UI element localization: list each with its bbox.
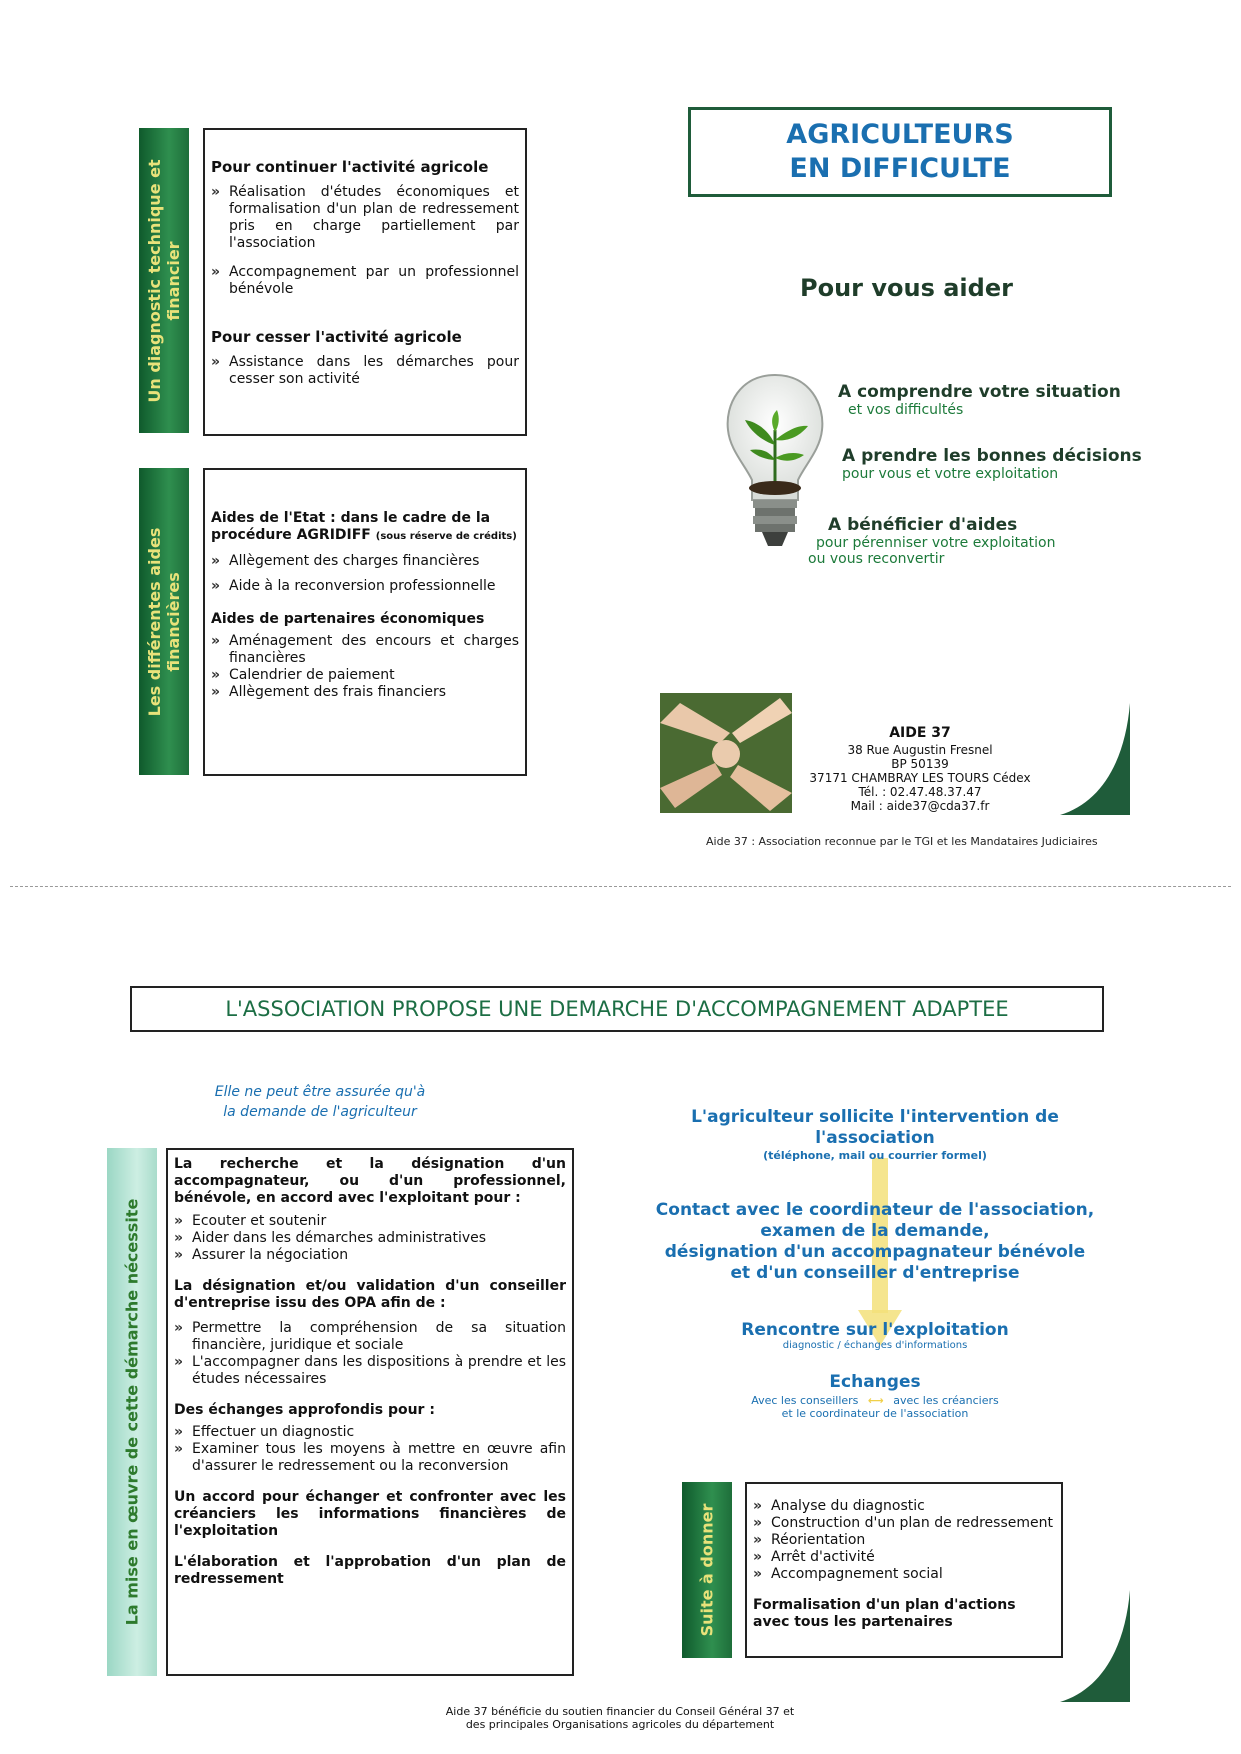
point-3-sub2: ou vous reconvertir: [808, 551, 945, 567]
page-divider: [10, 886, 1231, 887]
banner-text: L'ASSOCIATION PROPOSE UNE DEMARCHE D'ACCOMPAGNEMENT ADAPTEE: [225, 997, 1009, 1021]
mise-en-oeuvre-box: [166, 1148, 574, 1676]
bottom-footer-l1: Aide 37 bénéficie du soutien financier du Conseil Général 37 et: [445, 1705, 795, 1718]
lb-bullet-3-1: » Effectuer un diagnostic: [174, 1424, 566, 1441]
bullet-partners-2: » Calendrier de paiement: [211, 667, 519, 684]
side-label-diagnostic: Un diagnostic technique et financier: [145, 158, 183, 403]
point-3-main: A bénéficier d'aides: [828, 515, 1018, 535]
flow-step-3-main: Rencontre sur l'exploitation: [741, 1320, 1009, 1340]
flow-step-2-l4: et d'un conseiller d'entreprise: [730, 1263, 1020, 1283]
flow-step-1-l1: L'agriculteur sollicite l'intervention de: [691, 1107, 1059, 1127]
lb-bullet-1-2: » Aider dans les démarches administratives: [174, 1230, 566, 1247]
flow-step-1: [640, 1107, 1110, 1162]
point-2-main: A prendre les bonnes décisions: [842, 446, 1142, 466]
lb-bullet-1-1: » Ecouter et soutenir: [174, 1213, 566, 1230]
flow-step-4-sub: et le coordinateur de l'association: [781, 1407, 969, 1420]
contact-city: 37171 CHAMBRAY LES TOURS Cédex: [809, 771, 1031, 785]
lb-heading-2: La désignation et/ou validation d'un conseiller d'entreprise issu des OPA afin de :: [174, 1278, 566, 1311]
flow-step-2-l1: Contact avec le coordinateur de l'association,: [655, 1200, 1095, 1220]
lb-heading-4: Un accord pour échanger et confronter avec les créanciers les informations financières de l'exploitation: [174, 1489, 566, 1539]
side-label-suite: Suite à donner: [697, 1503, 717, 1637]
point-1: [838, 382, 1121, 418]
suite-bullet-2: » Construction d'un plan de redressement: [753, 1515, 1055, 1532]
title-line2: EN DIFFICULTE: [789, 153, 1011, 184]
side-bar-suite: [682, 1482, 732, 1658]
suite-bullet-1: » Analyse du diagnostic: [753, 1498, 1055, 1515]
top-footer: Aide 37 : Association reconnue par le TGI et les Mandataires Judiciaires: [706, 835, 1098, 848]
side-bar-diagnostic: [139, 128, 189, 433]
heading-state-note: (sous réserve de crédits): [375, 531, 517, 542]
point-2-sub: pour vous et votre exploitation: [842, 466, 1059, 482]
heading-state: [211, 510, 519, 545]
bottom-footer-l2: des principales Organisations agricoles du département: [465, 1718, 775, 1731]
lb-heading-1: La recherche et la désignation d'un accompagnateur, ou d'un professionnel, bénévole, en accord avec l'exploitant pour :: [174, 1156, 566, 1206]
flow-step-4-main: Echanges: [829, 1372, 921, 1392]
flow-step-4-right: avec les créanciers: [893, 1394, 999, 1407]
joined-hands-photo: [660, 693, 792, 813]
side-bar-mise-en-oeuvre: [107, 1148, 157, 1676]
suite-bullet-4: » Arrêt d'activité: [753, 1549, 1055, 1566]
lb-bullet-3-2: » Examiner tous les moyens à mettre en œuvre afin d'assurer le redressement ou la reconversion: [174, 1441, 566, 1475]
lb-heading-5: L'élaboration et l'approbation d'un plan de redressement: [174, 1554, 566, 1587]
aides-box: [203, 468, 527, 776]
heading-partners: Aides de partenaires économiques: [211, 611, 485, 627]
title-line1: AGRICULTEURS: [786, 119, 1014, 150]
bottom-footer: [380, 1705, 860, 1731]
point-3: [808, 515, 1055, 567]
contact-block: [800, 726, 1040, 813]
suite-bullet-3: » Réorientation: [753, 1532, 1055, 1549]
green-corner-swoosh-bottom: [1060, 1590, 1130, 1702]
green-corner-swoosh-top: [1060, 703, 1130, 815]
contact-street: 38 Rue Augustin Fresnel: [847, 743, 993, 757]
bullet-continue-2: » Accompagnement par un professionnel bénévole: [211, 264, 519, 298]
contact-bp: BP 50139: [891, 757, 949, 771]
title-box: [688, 107, 1112, 197]
contact-tel: Tél. : 02.47.48.37.47: [858, 785, 982, 799]
heading-cease: Pour cesser l'activité agricole: [211, 328, 462, 346]
bullet-partners-1: » Aménagement des encours et charges financières: [211, 633, 519, 667]
subtitle: Pour vous aider: [800, 274, 1013, 302]
double-arrow-icon: ⟷: [867, 1394, 884, 1407]
lb-bullet-2-2: » L'accompagner dans les dispositions à prendre et les études nécessaires: [174, 1354, 566, 1388]
flow-step-2-l3: désignation d'un accompagnateur bénévole: [664, 1242, 1086, 1262]
suite-heading: Formalisation d'un plan d'actions avec tous les partenaires: [753, 1597, 1016, 1630]
flow-step-2-l2: examen de la demande,: [760, 1221, 990, 1241]
diagnostic-box: [203, 128, 527, 436]
bullet-partners-3: » Allègement des frais financiers: [211, 684, 519, 701]
side-bar-aides: [139, 468, 189, 775]
contact-mail: Mail : aide37@cda37.fr: [850, 799, 990, 813]
point-3-sub: pour pérenniser votre exploitation: [816, 535, 1056, 551]
point-1-sub: et vos difficultés: [848, 402, 964, 418]
point-2: [842, 446, 1142, 482]
bullet-state-2: » Aide à la reconversion professionnelle: [211, 578, 519, 595]
flow-step-3-sub: diagnostic / échanges d'informations: [782, 1340, 968, 1351]
contact-name: AIDE 37: [889, 725, 951, 741]
suite-bullet-5: » Accompagnement social: [753, 1566, 1055, 1583]
side-label-aides: Les différentes aides financières: [145, 527, 183, 716]
flow-step-4-row: [640, 1394, 1110, 1407]
note-line2: la demande de l'agriculteur: [223, 1104, 417, 1120]
lb-bullet-2-1: » Permettre la compréhension de sa situation financière, juridique et sociale: [174, 1320, 566, 1354]
heading-continue: Pour continuer l'activité agricole: [211, 158, 489, 176]
flow-step-2: [640, 1200, 1110, 1284]
banner-box: [130, 986, 1104, 1032]
side-label-mise-en-oeuvre: La mise en œuvre de cette démarche nécessite: [122, 1198, 142, 1626]
point-1-main: A comprendre votre situation: [838, 382, 1121, 402]
lb-bullet-1-3: » Assurer la négociation: [174, 1247, 566, 1264]
bullet-cease-1: » Assistance dans les démarches pour cesser son activité: [211, 354, 519, 388]
note: [210, 1082, 430, 1122]
lb-heading-3: Des échanges approfondis pour :: [174, 1402, 435, 1418]
note-line1: Elle ne peut être assurée qu'à: [214, 1084, 426, 1100]
suite-box: [745, 1482, 1063, 1658]
flow-step-4-left: Avec les conseillers: [751, 1394, 859, 1407]
flow-step-4: [640, 1372, 1110, 1420]
flow-step-3: [640, 1320, 1110, 1351]
bullet-continue-1: » Réalisation d'études économiques et formalisation d'un plan de redressement pris en charge partiellement par l'association: [211, 184, 519, 252]
flow-step-1-sub: (téléphone, mail ou courrier formel): [763, 1149, 987, 1162]
heading-state-text: Aides de l'Etat : dans le cadre de la procédure AGRIDIFF: [211, 510, 491, 543]
flow-step-1-l2: l'association: [815, 1128, 935, 1148]
bullet-state-1: » Allègement des charges financières: [211, 553, 519, 570]
